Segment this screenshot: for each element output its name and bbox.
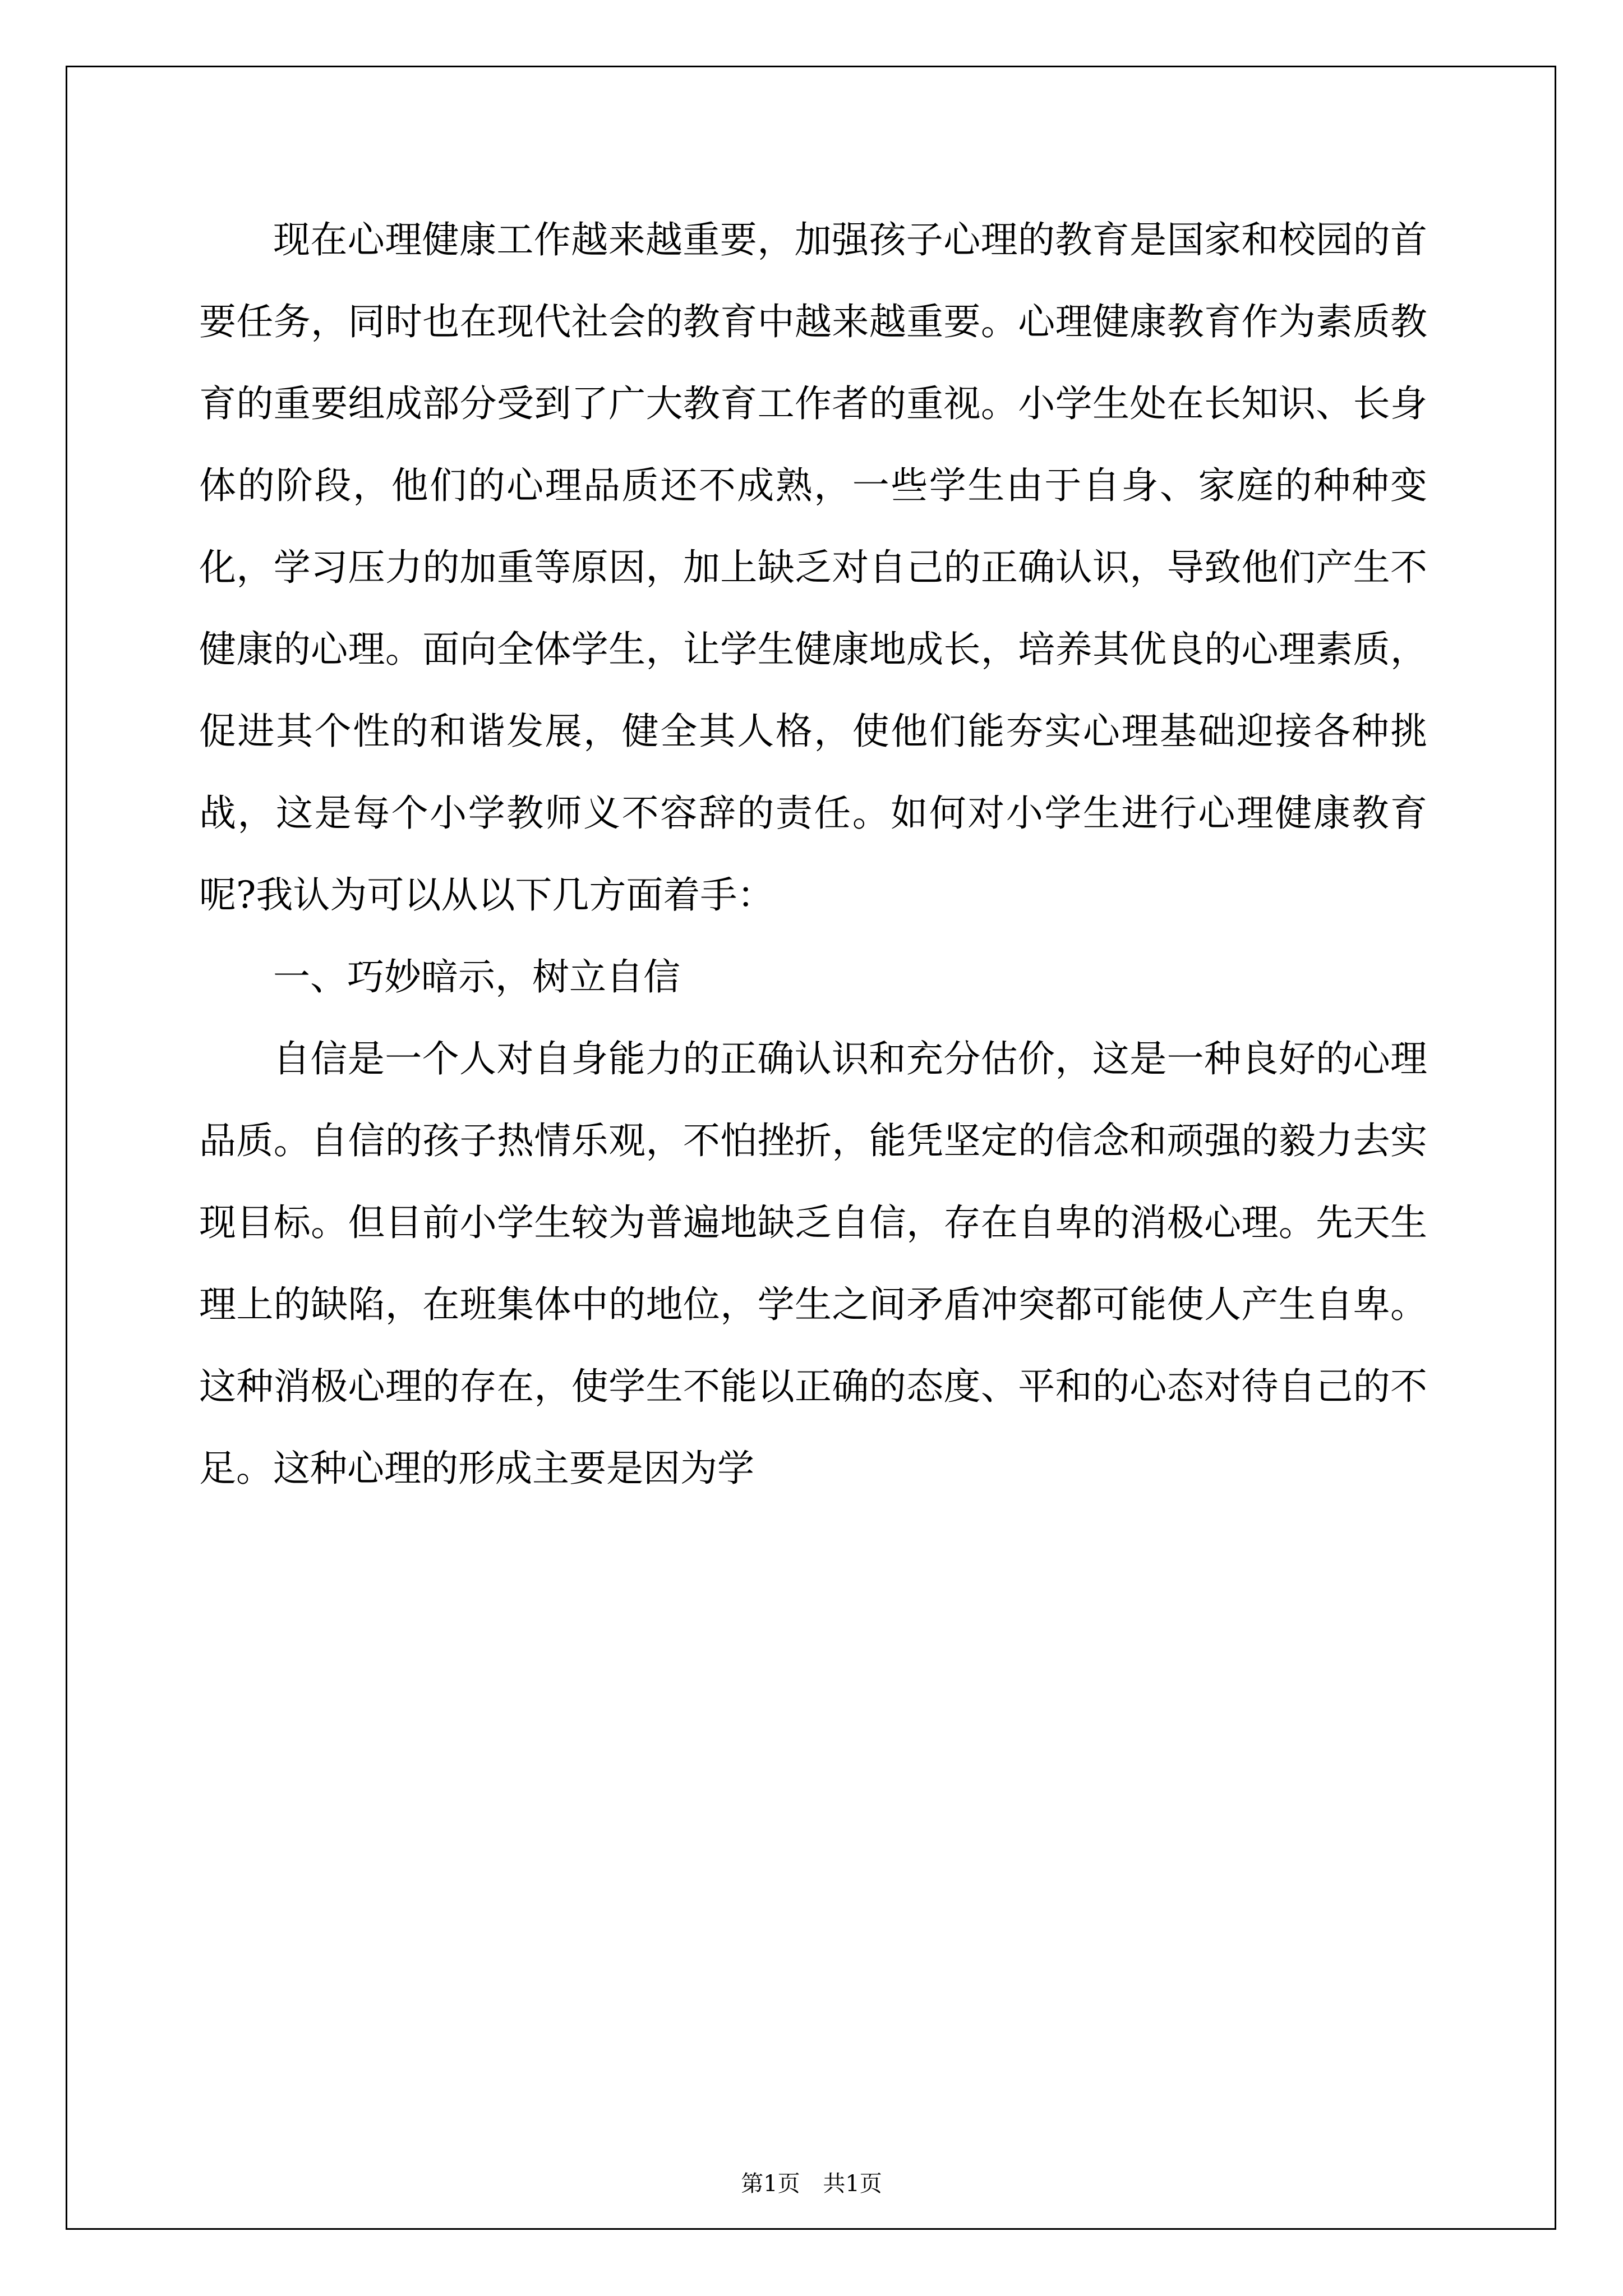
page-number: 第1页	[741, 2171, 800, 2197]
page-footer	[0, 2170, 1623, 2198]
paragraph-intro: 现在心理健康工作越来越重要，加强孩子心理的教育是国家和校园的首要任务，同时也在现代社会的教育中越来越重要。心理健康教育作为素质教育的重要组成部分受到了广大教育工作者的重视。小学生处在长知识、长身体的阶段，他们的心理品质还不成熟，一些学生由于自身、家庭的种种变化，学习压力的加重等原因，加上缺乏对自己的正确认识，导致他们产生不健康的心理。面向全体学生，让学生健康地成长，培养其优良的心理素质，促进其个性的和谐发展，健全其人格，使他们能夯实心理基础迎接各种挑战，这是每个小学教师义不容辞的责任。如何对小学生进行心理健康教育呢?我认为可以从以下几方面着手：	[199, 218, 1427, 917]
document-body	[199, 199, 1427, 1510]
section-heading: 一、巧妙暗示，树立自信	[273, 955, 680, 999]
page-total: 共1页	[823, 2171, 882, 2197]
paragraph-confidence: 自信是一个人对自身能力的正确认识和充分估价，这是一种良好的心理品质。自信的孩子热情乐观，不怕挫折，能凭坚定的信念和顽强的毅力去实现目标。但目前小学生较为普遍地缺乏自信，存在自卑的消极心理。先天生理上的缺陷，在班集体中的地位，学生之间矛盾冲突都可能使人产生自卑。这种消极心理的存在，使学生不能以正确的态度、平和的心态对待自己的不足。这种心理的形成主要是因为学	[199, 1037, 1427, 1490]
